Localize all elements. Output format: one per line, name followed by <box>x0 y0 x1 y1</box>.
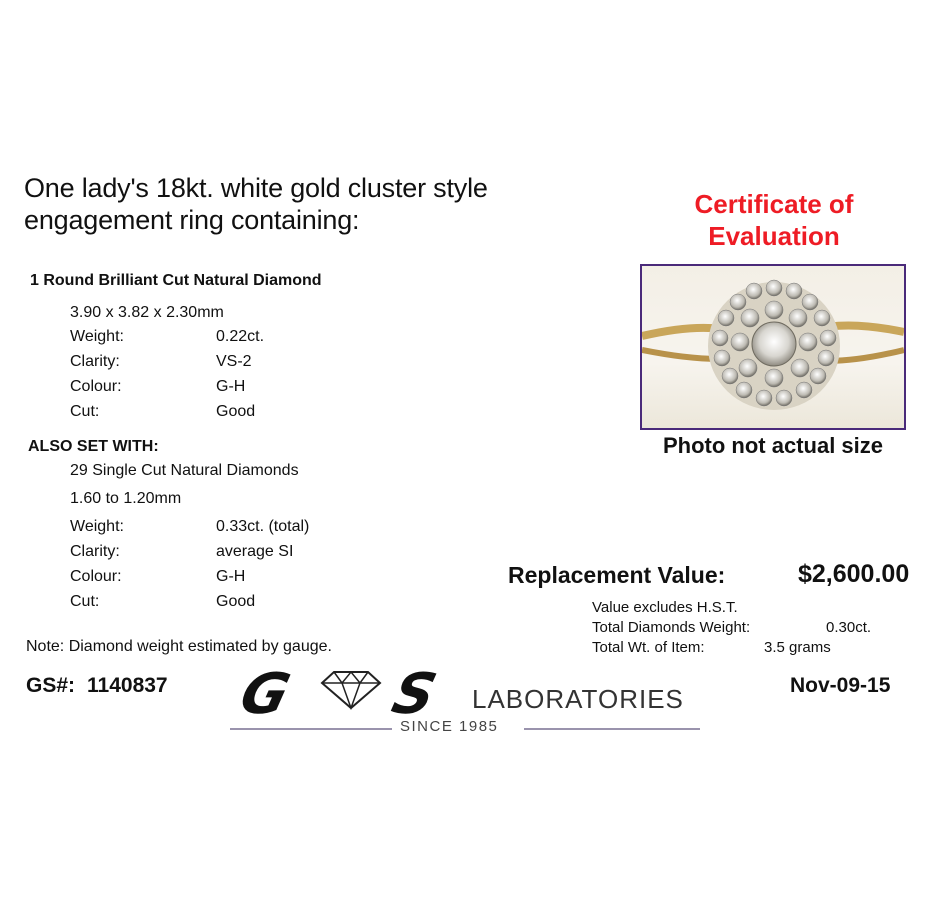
side-stones-count: 29 Single Cut Natural Diamonds <box>70 462 299 479</box>
gs-laboratories-logo <box>228 662 708 740</box>
logo-rule-right <box>524 728 700 730</box>
total-item-value: 3.5 grams <box>764 639 831 656</box>
photo-caption: Photo not actual size <box>662 433 884 458</box>
diamond-icon <box>320 670 382 710</box>
weight-note: Note: Diamond weight estimated by gauge. <box>26 638 332 655</box>
row-value: average SI <box>216 543 294 560</box>
value-excludes: Value excludes H.S.T. <box>592 599 738 616</box>
row-label: Weight: <box>70 518 124 535</box>
certificate-title-line-1: Certificate of <box>694 189 854 219</box>
gs-label: GS#: <box>26 674 76 697</box>
logo-letter-g: G <box>233 662 297 727</box>
row-value: 0.33ct. (total) <box>216 518 310 535</box>
certificate-title <box>640 188 908 252</box>
center-stone-dimensions: 3.90 x 3.82 x 2.30mm <box>70 304 224 321</box>
side-stones-title: ALSO SET WITH: <box>28 438 159 455</box>
logo-rule-left <box>230 728 392 730</box>
ring-illustration <box>642 266 904 428</box>
row-value: 0.22ct. <box>216 328 265 345</box>
total-diamonds-label: Total Diamonds Weight: <box>592 619 751 636</box>
row-value: G-H <box>216 378 246 395</box>
certificate-title-line-2: Evaluation <box>708 221 840 251</box>
description-line-2: engagement ring containing: <box>24 205 360 235</box>
row-label: Colour: <box>70 378 122 395</box>
total-item-row <box>592 638 831 658</box>
description-line-1: One lady's 18kt. white gold cluster style <box>24 173 488 203</box>
row-label: Clarity: <box>70 543 120 560</box>
row-value: G-H <box>216 568 246 585</box>
gs-number-value: 1140837 <box>87 674 168 697</box>
total-item-label: Total Wt. of Item: <box>592 639 705 656</box>
row-label: Colour: <box>70 568 122 585</box>
row-label: Weight: <box>70 328 124 345</box>
laboratories-wordmark: LABORATORIES <box>472 684 684 714</box>
row-value: VS-2 <box>216 353 252 370</box>
row-value: Good <box>216 403 256 420</box>
logo-letter-s: S <box>385 662 443 727</box>
ring-photo <box>640 264 906 430</box>
replacement-value-amount: $2,600.00 <box>798 560 910 588</box>
since-1985: SINCE 1985 <box>400 718 499 735</box>
center-stone-title: 1 Round Brilliant Cut Natural Diamond <box>30 272 322 289</box>
gs-number <box>26 674 168 698</box>
side-stones-size: 1.60 to 1.20mm <box>70 490 182 507</box>
total-diamonds-row <box>592 618 872 638</box>
row-label: Cut: <box>70 403 100 420</box>
total-diamonds-value: 0.30ct. <box>826 619 872 636</box>
replacement-value-label: Replacement Value: <box>508 562 726 588</box>
row-value: Good <box>216 593 256 610</box>
certificate-date: Nov-09-15 <box>790 674 891 697</box>
row-label: Cut: <box>70 593 100 610</box>
valuation-totals <box>592 598 872 658</box>
ring-description <box>24 172 488 236</box>
row-label: Clarity: <box>70 353 120 370</box>
